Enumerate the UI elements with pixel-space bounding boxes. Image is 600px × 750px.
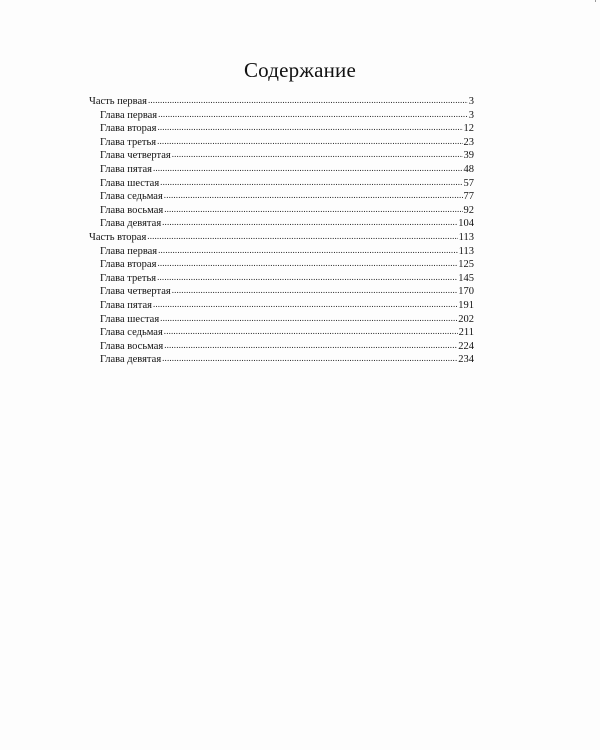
toc-chapter-entry (89, 245, 474, 259)
toc-chapter-entry (89, 326, 474, 340)
toc-entry-label: Глава четвертая (100, 286, 171, 298)
toc-entry-label: Глава пятая (100, 299, 152, 311)
dot-leader (162, 216, 457, 230)
toc-entry-page-number: 113 (458, 245, 474, 257)
toc-entry-label: Глава восьмая (100, 204, 164, 216)
scan-mark (595, 0, 596, 2)
dot-leader (162, 352, 457, 366)
toc-entry-page-number: 104 (458, 218, 474, 230)
toc-entry-page-number: 3 (468, 96, 474, 107)
toc-chapter-entry (89, 122, 474, 136)
toc-entry-label: Глава седьмая (100, 191, 163, 203)
toc-entry-label: Глава вторая (100, 259, 157, 271)
toc-chapter-entry (89, 299, 474, 313)
dot-leader (158, 244, 458, 258)
dot-leader (164, 189, 463, 203)
dot-leader (157, 135, 462, 149)
toc-entry-label: Глава девятая (100, 218, 162, 230)
dot-leader (157, 257, 457, 271)
dot-leader (160, 176, 462, 190)
toc-entry-label: Глава третья (100, 136, 157, 148)
toc-entry-label: Глава восьмая (100, 340, 164, 352)
toc-entry-page-number: 23 (463, 136, 474, 148)
toc-entry-label: Часть вторая (89, 231, 147, 243)
toc-entry-page-number: 224 (458, 340, 474, 352)
page-title: Содержание (243, 58, 357, 82)
dot-leader (157, 271, 457, 285)
toc-entry-page-number: 39 (463, 150, 474, 162)
toc-chapter-entry (89, 258, 474, 272)
toc-chapter-entry (89, 285, 474, 299)
dot-leader (157, 121, 462, 135)
toc-entry-page-number: 202 (458, 313, 474, 325)
toc-entry-page-number: 77 (463, 191, 474, 203)
toc-entry-label: Глава вторая (100, 123, 157, 135)
toc-entry-label: Глава шестая (100, 177, 160, 189)
toc-part-entry (89, 231, 474, 245)
toc-chapter-entry (89, 136, 474, 150)
toc-chapter-entry (89, 217, 474, 231)
toc-entry-page-number: 211 (458, 327, 474, 339)
dot-leader (147, 230, 457, 244)
table-of-contents (89, 95, 474, 367)
dot-leader (164, 203, 462, 217)
toc-entry-page-number: 92 (463, 204, 474, 216)
toc-entry-page-number: 234 (458, 354, 474, 366)
toc-entry-label: Глава седьмая (100, 327, 163, 339)
toc-chapter-entry (89, 190, 474, 204)
toc-chapter-entry (89, 149, 474, 163)
toc-entry-label: Глава шестая (100, 313, 160, 325)
dot-leader (148, 94, 468, 108)
toc-chapter-entry (89, 313, 474, 327)
toc-entry-label: Часть первая (89, 96, 147, 107)
toc-entry-page-number: 12 (463, 123, 474, 135)
toc-entry-page-number: 125 (458, 259, 474, 271)
toc-chapter-entry (89, 272, 474, 286)
toc-entry-label: Глава первая (100, 109, 158, 121)
toc-entry-page-number: 145 (458, 272, 474, 284)
toc-chapter-entry (89, 340, 474, 354)
dot-leader (153, 162, 463, 176)
toc-entry-page-number: 3 (468, 109, 474, 121)
toc-chapter-entry (89, 109, 474, 123)
dot-leader (172, 284, 458, 298)
toc-entry-page-number: 170 (458, 286, 474, 298)
dot-leader (164, 325, 458, 339)
dot-leader (172, 148, 463, 162)
dot-leader (160, 312, 457, 326)
toc-entry-label: Глава девятая (100, 354, 162, 366)
toc-chapter-entry (89, 353, 474, 367)
dot-leader (164, 339, 457, 353)
toc-chapter-entry (89, 163, 474, 177)
toc-entry-label: Глава пятая (100, 163, 152, 175)
toc-entry-page-number: 57 (463, 177, 474, 189)
toc-entry-label: Глава третья (100, 272, 157, 284)
dot-leader (158, 108, 468, 122)
toc-entry-page-number: 113 (458, 231, 474, 243)
toc-chapter-entry (89, 204, 474, 218)
dot-leader (153, 298, 457, 312)
toc-chapter-entry (89, 177, 474, 191)
toc-entry-label: Глава четвертая (100, 150, 171, 162)
toc-entry-page-number: 191 (458, 299, 474, 311)
toc-entry-label: Глава первая (100, 245, 158, 257)
toc-entry-page-number: 48 (463, 163, 474, 175)
toc-part-entry (89, 95, 474, 109)
